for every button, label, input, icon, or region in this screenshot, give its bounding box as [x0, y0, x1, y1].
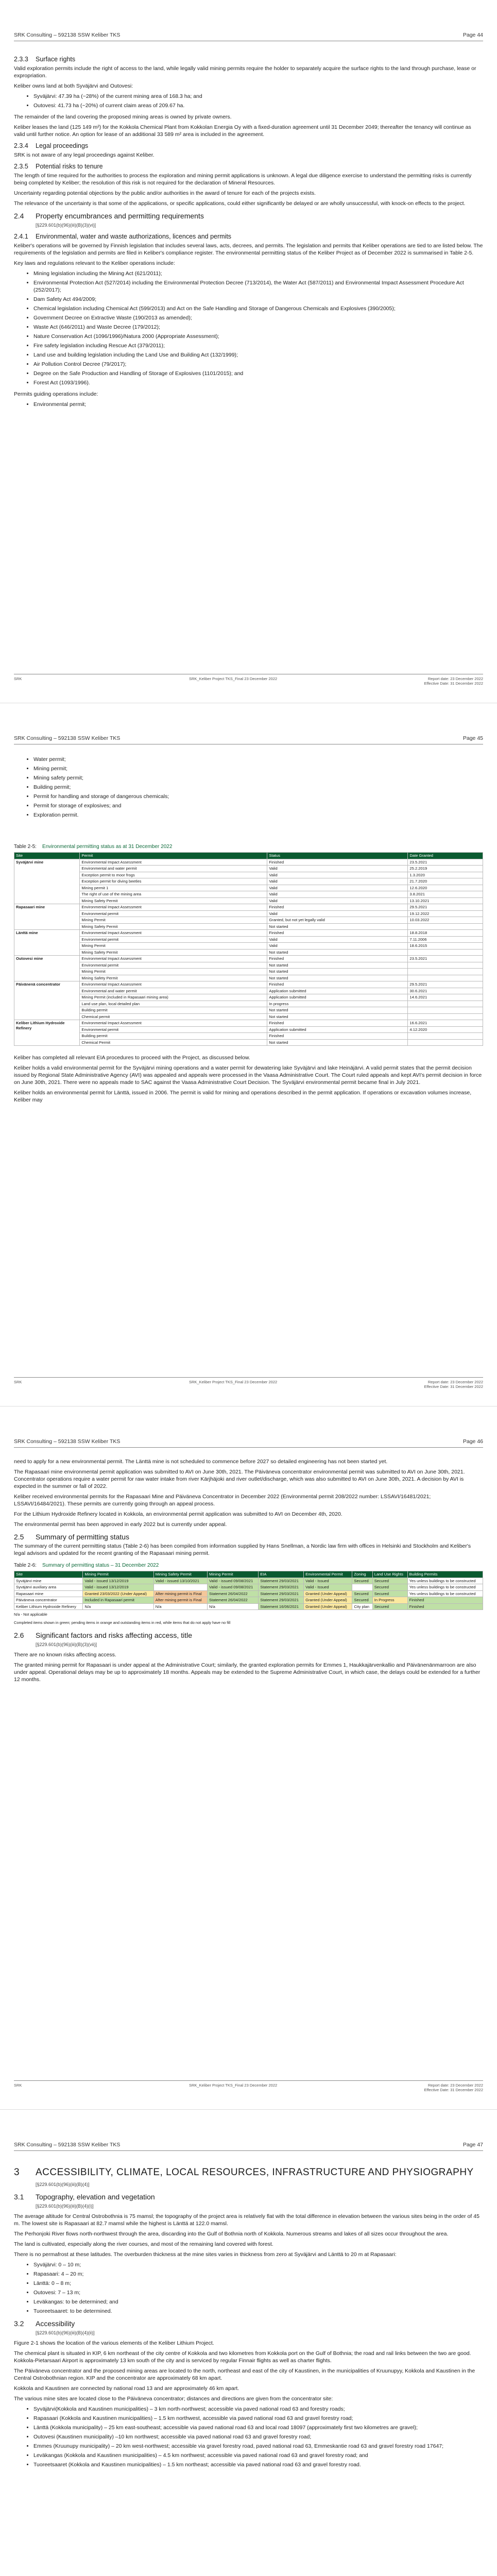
page-header: SRK Consulting – 592138 SSW Keliber TKS Page 47 — [14, 2142, 483, 2151]
page-45 — [0, 703, 497, 1406]
table-cell: Valid - issued 13/12/2019 — [83, 1578, 153, 1584]
table-row — [14, 872, 483, 878]
paragraph: Uncertainty regarding potential objections by the public and/or authorities in the award of tenure for each of the projects exists. — [14, 190, 316, 196]
table-cell: Finished — [407, 1597, 483, 1604]
table-cell: 14.6.2021 — [408, 994, 483, 1001]
table-cell — [408, 1001, 483, 1007]
table-cell: Keliber Lithium Hydroxide Refinery — [14, 1603, 83, 1610]
regulation-ref: [§229.601(b)(96)(iii)(B)(4)(i)] — [36, 2204, 94, 2209]
table-cell: Secured — [352, 1597, 372, 1604]
paragraph: The average altitude for Central Ostrobothnia is 75 mamsl; the topography of the project area is relatively flat with the total difference in elevation between the various sites being in the order of 45 m. The lowest site is Rapasaari at 82.7 mamsl while the highest is Länttä at 122.0 mamsl. — [14, 2213, 479, 2227]
table-cell: Länttä mine — [14, 930, 80, 956]
table-cell: Granted, but not yet legally valid — [267, 917, 408, 924]
list-item: • Rapasaari (Kokkola and Kaustinen municipalities) – 1.5 km northwest, accessible via paved national road 63 and gravel forestry road; — [33, 2415, 483, 2422]
bullet-list — [14, 2261, 483, 2315]
table-cell: 25.2.2019 — [408, 866, 483, 872]
table-row — [14, 1001, 483, 1007]
table-row — [14, 988, 483, 994]
list-item: • Government Decree on Extractive Waste (190/2013 as amended); — [33, 314, 483, 321]
table-cell: Included in Rapasaari permit — [83, 1597, 153, 1604]
list-item: • Air Pollution Control Decree (79/2017); — [33, 361, 483, 368]
page-footer: SRK SRK_Keliber Project TKS_Final 23 December 2022 Report date: 23 December 2022 Effective Date: 31 December 2022 — [14, 2080, 483, 2095]
table-row — [14, 943, 483, 950]
table-cell: Application submitted — [267, 1026, 408, 1033]
paragraph: The relevance of the uncertainty is that some of the applications, or specific applications, could either significantly be delayed or are wholly unsuccessful, with knock-on effects to the project. — [14, 200, 466, 207]
table-cell: Environmental Impact Assessment — [80, 1020, 267, 1027]
table-cell: After mining permit is Final — [153, 1597, 207, 1604]
table-cell: Finished — [267, 1020, 408, 1027]
paragraph: The granted mining permit for Rapasaari is under appeal at the Administrative Court; similarly, the granted exploration permits for Emmes 1, Haukkajärvenkallio and Päivänenänmarroon are also under appeal. Operational delays may be up to approximately 18 months. Appeals may be extended to the Supreme Administrative Court, in which case, the delays could be extended for a further 12 months. — [14, 1662, 481, 1683]
table-cell: 18.6.2015 — [408, 943, 483, 950]
section-heading: 2.6 Significant factors and risks affecting access, title — [14, 1631, 192, 1639]
page-footer: SRK SRK_Keliber Project TKS_Final 23 December 2022 Report date: 23 December 2022 Effective Date: 31 December 2022 — [14, 674, 483, 689]
page-46 — [0, 1406, 497, 2110]
list-item: • Syväjärvi(Kokkola and Kaustinen municipalities) – 3 km north-northwest; accessible via paved national road 63 and forestry roads; — [33, 2405, 483, 2413]
table-cell: Mining Permit (included in Rapasaari mining area) — [80, 994, 267, 1001]
table-cell: Mining Safety Permit — [80, 949, 267, 956]
paragraph: For the Lithium Hydroxide Refinery located in Kokkola, an environmental permit application was submitted to AVI on December 4th, 2020. — [14, 1511, 342, 1517]
table-cell — [408, 969, 483, 975]
paragraph: Key laws and regulations relevant to the Keliber operations include: — [14, 260, 175, 266]
table-cell: Mining Permit — [80, 943, 267, 950]
bullet-list — [14, 93, 483, 109]
table-cell: Valid — [267, 936, 408, 943]
table-cell: Granted (Under Appeal) — [304, 1603, 352, 1610]
column-header: Site — [14, 1571, 83, 1578]
table-cell: Valid — [267, 891, 408, 898]
table-row — [14, 1597, 483, 1604]
table-cell: Valid — [267, 943, 408, 950]
regulation-ref: [§229.601(b)(96)(iii)(B)(3)(vii)] — [36, 1642, 97, 1647]
table-row — [14, 930, 483, 937]
regulation-ref: [§229.601(b)(96)(iii)(B)(4)(ii)] — [36, 2330, 95, 2335]
table-row — [14, 1007, 483, 1014]
table-row — [14, 891, 483, 898]
table-caption: Table 2-5: Environmental permitting status as at 31 December 2022 — [14, 844, 173, 850]
table-cell: Keliber Lithium Hydroxide Refinery — [14, 1020, 80, 1046]
list-item: • Leväkangas (Kokkola and Kaustinen municipalities) – 4.5 km northwest; accessible via paved national road 63 and gravel forestry road; and — [33, 2452, 483, 2459]
regulation-ref: [§229.601(b)(96)(iii)(B)(3)(vi)] — [36, 223, 96, 228]
list-item: • Mining safety permit; — [33, 774, 483, 782]
table-cell: Valid — [267, 897, 408, 904]
table-cell: Granted 23/03/2022 (Under Appeal) — [83, 1590, 153, 1597]
table-row — [14, 994, 483, 1001]
table-cell: City plan — [352, 1603, 372, 1610]
table-cell: Environmental Impact Assessment — [80, 859, 267, 866]
page-number: Page 44 — [462, 32, 483, 38]
table-row — [14, 969, 483, 975]
paragraph: Valid exploration permits include the right of access to the land, while legally valid mining permits require the holder to separately acquire the surface rights to the land through purchase, lease or expropriation. — [14, 65, 476, 79]
table-cell: Not started — [267, 1013, 408, 1020]
table-cell: 16.6.2021 — [408, 1020, 483, 1027]
table-cell: Valid — [267, 885, 408, 891]
table-cell: 12.6.2020 — [408, 885, 483, 891]
table-cell: Granted (Under Appeal) — [304, 1597, 352, 1604]
table-cell — [408, 949, 483, 956]
table-cell: 23.5.2021 — [408, 859, 483, 866]
paragraph: The summary of the current permitting status (Table 2-6) has been compiled from information supplied by Hans Snellman, a Nordic law firm with offices in Helsinki and Stockholm and Keliber's legal advisors and updated for the recent granting of the Rapasaari mining permit. — [14, 1543, 471, 1556]
table-caption: Table 2-6: Summary of permitting status – 31 December 2022 — [14, 1563, 159, 1568]
table-row — [14, 866, 483, 872]
table-row — [14, 1020, 483, 1027]
table-row — [14, 981, 483, 988]
table-cell — [408, 962, 483, 969]
section-heading: 2.4.1 Environmental, water and waste authorizations, licences and permits — [14, 233, 232, 240]
table-cell: Syväjärvi mine — [14, 859, 80, 904]
list-item: • Waste Act (646/2011) and Waste Decree (179/2012); — [33, 324, 483, 331]
table-cell: Secured — [352, 1590, 372, 1597]
table-cell: Granted (Under Appeal) — [304, 1590, 352, 1597]
table-row — [14, 1578, 483, 1584]
permitting-summary-table — [14, 1571, 483, 1610]
table-cell: Finished — [267, 981, 408, 988]
section-heading: 3.2 Accessibility — [14, 2319, 75, 2328]
page-header: SRK Consulting – 592138 SSW Keliber TKS Page 44 — [14, 32, 483, 41]
paragraph: Keliber holds a valid environmental permit for the Syväjärvi mining operations and a water permit for dewatering lake Syväjärvi and lake Heinäjärvi. A valid permit states that the permit decision issued by Regional State Administrative Agency (AVI) was appealed and appeals were processed in the Vaasa Administrative Court. The Court ruled appeals and kept AVI's permit decision in force on June 30th, 2021. There were no appeals made to SAC against the Vaasa Administrative Court Decision. The Syväjärvi environmental permit became final in July 2021. — [14, 1065, 482, 1086]
list-item: • Water permit; — [33, 756, 483, 763]
table-cell: Statement 16/06/2021 — [259, 1603, 304, 1610]
table-cell: Yes unless buildings to be constructed — [407, 1590, 483, 1597]
table-cell: Environmental permit — [80, 910, 267, 917]
table-cell: Mining Safety Permit — [80, 923, 267, 930]
table-cell: Rapasaari mine — [14, 904, 80, 930]
list-item: • Länttä: 0 – 8 m; — [33, 2280, 483, 2287]
table-cell: Valid - issued 13/10/2021 — [153, 1578, 207, 1584]
list-item: • Degree on the Safe Production and Handling of Storage of Explosives (1101/2015); and — [33, 370, 483, 377]
paragraph: SRK is not aware of any legal proceedings against Keliber. — [14, 152, 155, 158]
table-cell: Application submitted — [267, 994, 408, 1001]
table-note: N/a - Not applicable — [14, 1612, 47, 1617]
table-cell: N/a — [83, 1603, 153, 1610]
table-cell: Valid - issued 09/08/2021 — [208, 1584, 259, 1591]
paragraph: The environmental permit has been approved in early 2022 but is currently under appeal. — [14, 1521, 227, 1528]
column-header: Permit — [80, 853, 267, 859]
column-header: Building Permits — [407, 1571, 483, 1578]
list-item: • Nature Conservation Act (1096/1996)/Natura 2000 (Appropriate Assessment); — [33, 333, 483, 340]
table-cell: Chemical Permit — [80, 1039, 267, 1046]
list-item: • Land use and building legislation including the Land Use and Building Act (132/1999); — [33, 351, 483, 359]
section-heading: 2.3.4 Legal proceedings — [14, 142, 89, 149]
table-cell: Secured — [372, 1603, 407, 1610]
table-cell: Valid - Issued — [304, 1584, 352, 1591]
table-cell: Not started — [267, 975, 408, 981]
table-cell: Environmental Impact Assessment — [80, 981, 267, 988]
paragraph: Keliber received environmental permits for the Rapasaari Mine and Päiväneva Concentrator in December 2022 (Environmental permit 208/2022 number: LSSAVI/16481/2021; LSSAVI/16484/2021). These permits are currently going through an appeal process. — [14, 1494, 431, 1507]
table-row — [14, 904, 483, 911]
list-item: • Outovesi: 7 – 13 m; — [33, 2289, 483, 2296]
table-cell: Päiväneva concentrator — [14, 1597, 83, 1604]
table-cell: Secured — [372, 1578, 407, 1584]
table-row — [14, 923, 483, 930]
table-row — [14, 917, 483, 924]
table-cell: Environmental permit — [80, 962, 267, 969]
table-cell: Land use plan, local detailed plan — [80, 1001, 267, 1007]
list-item: • Rapasaari: 4 – 20 m; — [33, 2270, 483, 2278]
table-cell: Finished — [407, 1603, 483, 1610]
table-cell: Secured — [352, 1578, 372, 1584]
paragraph: There are no known risks affecting access. — [14, 1652, 116, 1658]
table-row — [14, 885, 483, 891]
table-cell: Not started — [267, 949, 408, 956]
list-item: • Exploration permit. — [33, 811, 483, 819]
table-cell — [408, 923, 483, 930]
paragraph: The land is cultivated, especially along the river courses, and most of the remaining land covered with forest. — [14, 2241, 273, 2247]
table-cell — [408, 1033, 483, 1040]
paragraph: Keliber has completed all relevant EIA procedures to proceed with the Project, as discussed below. — [14, 1055, 250, 1061]
column-header: EIA — [259, 1571, 304, 1578]
section-heading: 2.3.3 Surface rights — [14, 56, 76, 63]
table-cell: Exception permit to moor frogs — [80, 872, 267, 878]
list-item: • Environmental Protection Act (527/2014) including the Environmental Protection Decree (713/2014), the Water Act (587/2011) and Environmental Impact Assessment Procedure Act (252/2017); — [33, 279, 483, 294]
table-cell: 18.8.2018 — [408, 930, 483, 937]
table-cell: Mining Safety Permit — [80, 975, 267, 981]
paragraph: The Rapasaari mine environmental permit application was submitted to AVI on June 30th, 2021. The Päiväneva concentrator environmental permit was submitted to AVI on June 30th, 2021. Concentrator operations require a water permit for raw water intake from river Kärjhäjoki and river outlet/discharge, which was also submitted to AVI on June 30th, 2021. A decision by AVI is expected in the summer or fall of 2022. — [14, 1469, 465, 1489]
table-cell: Finished — [267, 904, 408, 911]
table-cell: Finished — [267, 956, 408, 962]
table-row — [14, 936, 483, 943]
chapter-heading: 3 ACCESSIBILITY, CLIMATE, LOCAL RESOURCES, INFRASTRUCTURE AND PHYSIOGRAPHY — [14, 2167, 474, 2178]
paragraph: Keliber holds an environmental permit for Länttä, issued in 2006. The permit is valid for mining and operations described in the permit application. If operations or excavation volumes increase, Keliber may — [14, 1090, 472, 1103]
table-cell: Valid — [267, 910, 408, 917]
table-cell: Not started — [267, 1039, 408, 1046]
table-row — [14, 878, 483, 885]
table-cell: Statement 29/03/2021 — [259, 1590, 304, 1597]
list-item: • Leväkangas: to be determined; and — [33, 2298, 483, 2306]
list-item: • Tuoreetsaaret: to be determined. — [33, 2308, 483, 2315]
paragraph: Keliber owns land at both Syväjärvi and Outovesi: — [14, 83, 133, 89]
table-cell — [352, 1584, 372, 1591]
table-row — [14, 897, 483, 904]
list-item: • Mining legislation including the Mining Act (621/2011); — [33, 270, 483, 277]
paragraph: The length of time required for the authorities to process the exploration and mining permit applications is unknown. A legal due diligence exercise to understand the permitting risks is currently being completed by Keliber; the resolution of this risk is not required for the declaration of Mineral Resources. — [14, 173, 472, 186]
table-cell: Secured — [372, 1590, 407, 1597]
table-row — [14, 962, 483, 969]
table-cell: Finished — [267, 930, 408, 937]
paragraph: The Perhonjoki River flows north-northwest through the area, discarding into the Gulf of Bothnia north of Kokkola. Numerous streams and lakes of all sizes occur throughout the area. — [14, 2231, 449, 2237]
table-cell: The right of use of the mining area — [80, 891, 267, 898]
list-item: • Länttä (Kokkola municipality) – 25 km east-southeast; accessible via paved national road 63 and local road 18097 (approximately first two kilometres are gravel); — [33, 2424, 483, 2431]
table-cell: Not started — [267, 969, 408, 975]
section-heading: 3.1 Topography, elevation and vegetation — [14, 2193, 155, 2201]
list-item: • Forest Act (1093/1996). — [33, 379, 483, 386]
page-47 — [0, 2110, 497, 2576]
section-heading: 2.5 Summary of permitting status — [14, 1533, 130, 1541]
table-cell: Valid — [267, 866, 408, 872]
table-cell: Statement 26/04/2022 — [208, 1590, 259, 1597]
bullet-list — [14, 756, 483, 819]
table-row — [14, 1584, 483, 1591]
table-cell: Valid — [267, 878, 408, 885]
table-cell: Syväjärvi mine — [14, 1578, 83, 1584]
list-item: • Tuoreetsaaret (Kokkola and Kaustinen municipalities) – 1.5 km northeast; accessible via paved national road 63 and gravel forestry road. — [33, 2461, 483, 2468]
table-cell: Finished — [267, 1033, 408, 1040]
list-item: • Outovesi: 41.73 ha (~20%) of current claim areas of 209.67 ha. — [33, 102, 483, 109]
bullet-list — [14, 401, 483, 408]
table-cell: Valid - Issued — [304, 1578, 352, 1584]
table-cell: Environmental permit — [80, 936, 267, 943]
table-cell: Mining permit 1 — [80, 885, 267, 891]
table-cell: Statement 29/03/2021 — [259, 1584, 304, 1591]
page-number: Page 45 — [462, 735, 483, 741]
table-cell: Statement 29/03/2021 — [259, 1578, 304, 1584]
page-footer: SRK SRK_Keliber Project TKS_Final 23 December 2022 Report date: 23 December 2022 Effective Date: 31 December 2022 — [14, 1377, 483, 1392]
page-header: SRK Consulting – 592138 SSW Keliber TKS Page 46 — [14, 1438, 483, 1448]
table-cell: Building permit — [80, 1033, 267, 1040]
list-item: • Syväjärvi: 0 – 10 m; — [33, 2261, 483, 2268]
list-item: • Mining permit; — [33, 765, 483, 772]
list-item: • Outovesi (Kaustinen municipality) –10 km northwest; accessible via paved national road 63 and gravel forestry road; — [33, 2433, 483, 2441]
table-row — [14, 1590, 483, 1597]
table-row — [14, 910, 483, 917]
table-cell: Building permit — [80, 1007, 267, 1014]
table-cell: 19.12.2022 — [408, 910, 483, 917]
list-item: • Syväjärvi: 47.39 ha (~28%) of the current mining area of 168.3 ha; and — [33, 93, 483, 100]
column-header: Status — [267, 853, 408, 859]
table-row — [14, 1026, 483, 1033]
paragraph: need to apply for a new environmental permit. The Länttä mine is not scheduled to commence before 2027 so detailed engineering has not been started yet. — [14, 1459, 388, 1465]
paragraph: The various mine sites are located close to the Päiväneva concentrator; distances and directions are given from the concentrator site: — [14, 2396, 333, 2402]
table-row — [14, 1603, 483, 1610]
column-header: Mining Permit — [208, 1571, 259, 1578]
regulation-ref: [§229.601(b)(96)(iii)(B)(4)] — [36, 2182, 90, 2187]
table-cell: Environmental Impact Assessment — [80, 956, 267, 962]
table-row — [14, 949, 483, 956]
table-cell: After mining permit is Final — [153, 1590, 207, 1597]
table-cell: N/a — [153, 1603, 207, 1610]
table-cell: Rapasaari mine — [14, 1590, 83, 1597]
paragraph: The chemical plant is situated in KIP, 6 km northeast of the city centre of Kokkola and two kilometres from Kokkola port on the Gulf of Bothnia; the road and rail links between the two are good. Kokkola-Pietarsaari Airport is approximately 13 km south of the city and is serviced by regular Finnair flights as well as charter flights. — [14, 2350, 471, 2364]
bullet-list — [14, 270, 483, 386]
list-item: • Building permit; — [33, 784, 483, 791]
table-cell: Not started — [267, 962, 408, 969]
page-44 — [0, 0, 497, 703]
column-header: Date Granted — [408, 853, 483, 859]
table-cell: 23.5.2021 — [408, 956, 483, 962]
table-cell — [408, 975, 483, 981]
table-cell: Mining Permit — [80, 969, 267, 975]
table-cell: Mining Safety Permit — [80, 897, 267, 904]
column-header: Mining Permit — [83, 1571, 153, 1578]
paragraph: The remainder of the land covering the proposed mining areas is owned by private owners. — [14, 114, 232, 120]
table-cell: Outovesi mine — [14, 956, 80, 981]
section-heading: 2.3.5 Potential risks to tenure — [14, 163, 103, 170]
list-item: • Chemical legislation including Chemical Act (599/2013) and Act on the Safe Handling and Storage of Dangerous Chemicals and Explosives (390/2005); — [33, 305, 483, 312]
table-cell: 10.03.2022 — [408, 917, 483, 924]
table-cell: 1.3.2020 — [408, 872, 483, 878]
table-cell: Finished — [267, 859, 408, 866]
table-cell: Not started — [267, 923, 408, 930]
table-cell: Statement 26/04/2022 — [208, 1597, 259, 1604]
table-note: Completed items shown in green; pending items in orange and outstanding items in red, while items that do not apply have no fill — [14, 1620, 231, 1625]
page-number: Page 46 — [462, 1438, 483, 1445]
table-cell: Statement 29/03/2021 — [259, 1597, 304, 1604]
table-cell: Not started — [267, 1007, 408, 1014]
page-header: SRK Consulting – 592138 SSW Keliber TKS Page 45 — [14, 735, 483, 744]
list-item: • Permit for handling and storage of dangerous chemicals; — [33, 793, 483, 800]
table-cell: Environmental and water permit — [80, 866, 267, 872]
table-cell — [408, 1007, 483, 1014]
table-row — [14, 859, 483, 866]
table-cell: 13.10.2021 — [408, 897, 483, 904]
table-cell: 7.11.2006 — [408, 936, 483, 943]
column-header: Site — [14, 853, 80, 859]
list-item: • Dam Safety Act 494/2009; — [33, 296, 483, 303]
table-cell: Yes unless buildings to be constructed — [407, 1584, 483, 1591]
column-header: Mining Safety Permit — [153, 1571, 207, 1578]
paragraph: Kokkola and Kaustinen are connected by national road 13 and are approximately 46 km apart. — [14, 2385, 239, 2392]
column-header: Environmental Permit — [304, 1571, 352, 1578]
table-cell: In Progress — [372, 1597, 407, 1604]
paragraph: Figure 2-1 shows the location of the various elements of the Keliber Lithium Project. — [14, 2340, 214, 2346]
paragraph: Permits guiding operations include: — [14, 391, 98, 397]
column-header: Zoning — [352, 1571, 372, 1578]
table-cell: Environmental and water permit — [80, 988, 267, 994]
table-cell: Application submitted — [267, 988, 408, 994]
table-cell — [408, 1013, 483, 1020]
table-cell — [153, 1584, 207, 1591]
bullet-list — [14, 2405, 483, 2468]
list-item: • Environmental permit; — [33, 401, 483, 408]
column-header: Land Use Rights — [372, 1571, 407, 1578]
table-cell: 21.7.2020 — [408, 878, 483, 885]
table-row — [14, 1033, 483, 1040]
table-cell: 3.8.2021 — [408, 891, 483, 898]
paragraph: Keliber leases the land (125 149 m²) for the Kokkola Chemical Plant from Kokkolan Energia Oy with a fixed-duration agreement until 31 December 2049; thereafter the tenancy will continue as valid until further notice. An option for lease of an additional 33 589 m² area is included in the agreement. — [14, 124, 471, 138]
paragraph: The Päiväneva concentrator and the proposed mining areas are located to the north, northeast and east of the city of Kaustinen, in the municipalities of Kruunupyy, Kokkola and Kaustinen in the Central Ostrobothnian region. KIP and the concentrator are approximately 68 km apart. — [14, 2368, 475, 2381]
table-cell: Environmental Impact Assessment — [80, 930, 267, 937]
table-cell: Secured — [372, 1584, 407, 1591]
paragraph: Keliber's operations will be governed by Finnish legislation that includes several laws, acts, decrees, and permits. The legislation and permits that Keliber operations are tied to are listed below. The requirements of the legislation and permits are filed in Keliber's compliance register. The environmental permitting status of the Keliber Project as of December 2022 is summarised in Table 2-5. — [14, 243, 483, 256]
table-cell: Chemical permit — [80, 1013, 267, 1020]
permitting-status-table — [14, 852, 483, 1046]
table-cell: Valid - issued 09/08/2021 — [208, 1578, 259, 1584]
table-cell: 29.5.2021 — [408, 981, 483, 988]
table-row — [14, 975, 483, 981]
table-cell: Valid — [267, 872, 408, 878]
table-cell: Environmental Impact Assessment — [80, 904, 267, 911]
list-item: • Permit for storage of explosives; and — [33, 802, 483, 809]
table-cell — [408, 1039, 483, 1046]
table-cell: Mining Permit — [80, 917, 267, 924]
table-cell: 29.5.2021 — [408, 904, 483, 911]
table-cell: In progress — [267, 1001, 408, 1007]
table-cell: Yes unless buildings to be constructed — [407, 1578, 483, 1584]
paragraph: There is no permafrost at these latitudes. The overburden thickness at the mine sites varies in thickness from zero at Syväjärvi and Länttä to 20 m at Rapasaari: — [14, 2251, 397, 2258]
table-row — [14, 1013, 483, 1020]
table-cell: Environmental permit — [80, 1026, 267, 1033]
table-cell: 4.12.2020 — [408, 1026, 483, 1033]
table-cell: 30.6.2021 — [408, 988, 483, 994]
table-cell: Päivänenä concentrator — [14, 981, 80, 1020]
table-cell: N/a — [208, 1603, 259, 1610]
list-item: • Emmes (Kruunupy municipality) – 20 km west-northwest; accessible via gravel forestry road, paved national road 63, Emmeskantie road 63 and gravel forestry road 17647; — [33, 2443, 483, 2450]
table-row — [14, 956, 483, 962]
list-item: • Fire safety legislation including Rescue Act (379/2011); — [33, 342, 483, 349]
table-row — [14, 1039, 483, 1046]
table-cell: Exception permit for diving beetles — [80, 878, 267, 885]
table-cell: Syväjärvi auxiliary area — [14, 1584, 83, 1591]
section-heading: 2.4 Property encumbrances and permitting requirements — [14, 212, 204, 220]
page-number: Page 47 — [462, 2142, 483, 2148]
table-cell: Valid - issued 13/12/2019 — [83, 1584, 153, 1591]
